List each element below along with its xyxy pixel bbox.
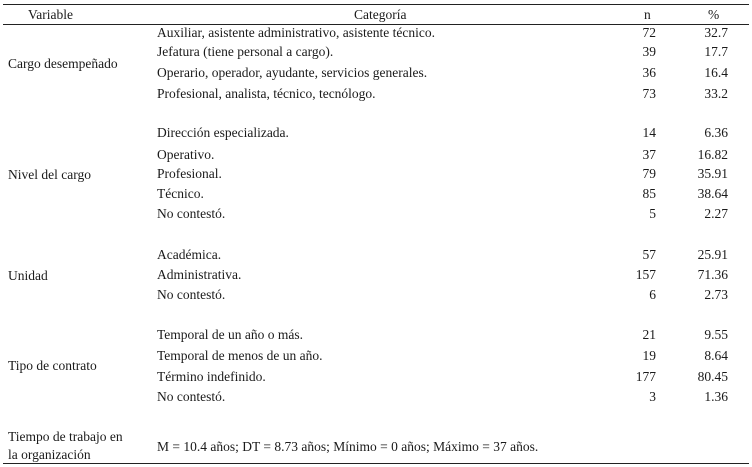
header-categoria: Categoría — [354, 7, 407, 22]
row-n: 19 — [642, 348, 656, 363]
footer-variable-line1: Tiempo de trabajo en — [8, 429, 123, 444]
row-pct: 38.64 — [697, 186, 728, 201]
row-category: Profesional. — [157, 166, 222, 181]
row-pct: 9.55 — [704, 327, 728, 342]
row-n: 21 — [642, 327, 656, 342]
row-category: Técnico. — [157, 186, 204, 201]
row-pct: 1.36 — [704, 389, 728, 404]
row-n: 6 — [649, 287, 656, 302]
group-variable-label: Unidad — [8, 268, 48, 283]
row-n: 79 — [642, 166, 656, 181]
table-bottom-rule — [3, 463, 749, 464]
row-n: 72 — [642, 25, 656, 40]
row-pct: 25.91 — [697, 247, 728, 262]
row-category: No contestó. — [157, 389, 226, 404]
row-pct: 33.2 — [704, 86, 728, 101]
row-pct: 32.7 — [704, 25, 728, 40]
row-n: 3 — [649, 389, 656, 404]
row-category: Operativo. — [157, 147, 215, 162]
row-pct: 2.27 — [704, 206, 728, 221]
row-category: Administrativa. — [157, 267, 242, 282]
row-category: Jefatura (tiene personal a cargo). — [157, 44, 334, 59]
row-n: 37 — [642, 147, 656, 162]
row-pct: 8.64 — [704, 348, 728, 363]
row-category: No contestó. — [157, 287, 226, 302]
row-pct: 2.73 — [704, 287, 728, 302]
group-variable-label: Cargo desempeñado — [8, 56, 118, 71]
header-pct: % — [708, 7, 720, 22]
group-variable-label: Nivel del cargo — [8, 167, 91, 182]
header-variable: Variable — [28, 7, 73, 22]
row-category: Profesional, analista, técnico, tecnólogo. — [157, 86, 376, 101]
footer-variable-line2: la organización — [8, 447, 91, 462]
row-category: No contestó. — [157, 206, 226, 221]
row-category: Académica. — [157, 247, 222, 262]
row-category: Término indefinido. — [157, 369, 266, 384]
group-variable-label: Tipo de contrato — [8, 358, 97, 373]
row-category: Auxiliar, asistente administrativo, asistente técnico. — [157, 25, 436, 40]
row-pct: 16.4 — [704, 65, 728, 80]
row-n: 177 — [635, 369, 656, 384]
row-n: 57 — [642, 247, 656, 262]
row-pct: 35.91 — [697, 166, 728, 181]
footer-summary-text: M = 10.4 años; DT = 8.73 años; Mínimo = 0 años; Máximo = 37 años. — [157, 439, 539, 454]
row-category: Operario, operador, ayudante, servicios generales. — [157, 65, 428, 80]
row-n: 73 — [642, 86, 656, 101]
table-top-rule — [3, 4, 749, 5]
row-n: 5 — [649, 206, 656, 221]
row-pct: 17.7 — [704, 44, 728, 59]
row-n: 39 — [642, 44, 656, 59]
row-pct: 16.82 — [697, 147, 728, 162]
row-category: Temporal de un año o más. — [157, 327, 304, 342]
row-n: 36 — [642, 65, 656, 80]
row-n: 157 — [635, 267, 656, 282]
header-n: n — [644, 7, 651, 22]
row-n: 85 — [642, 186, 656, 201]
row-pct: 6.36 — [704, 125, 728, 140]
row-pct: 71.36 — [697, 267, 728, 282]
row-category: Temporal de menos de un año. — [157, 348, 323, 363]
row-pct: 80.45 — [697, 369, 728, 384]
row-category: Dirección especializada. — [157, 125, 289, 140]
row-n: 14 — [642, 125, 656, 140]
